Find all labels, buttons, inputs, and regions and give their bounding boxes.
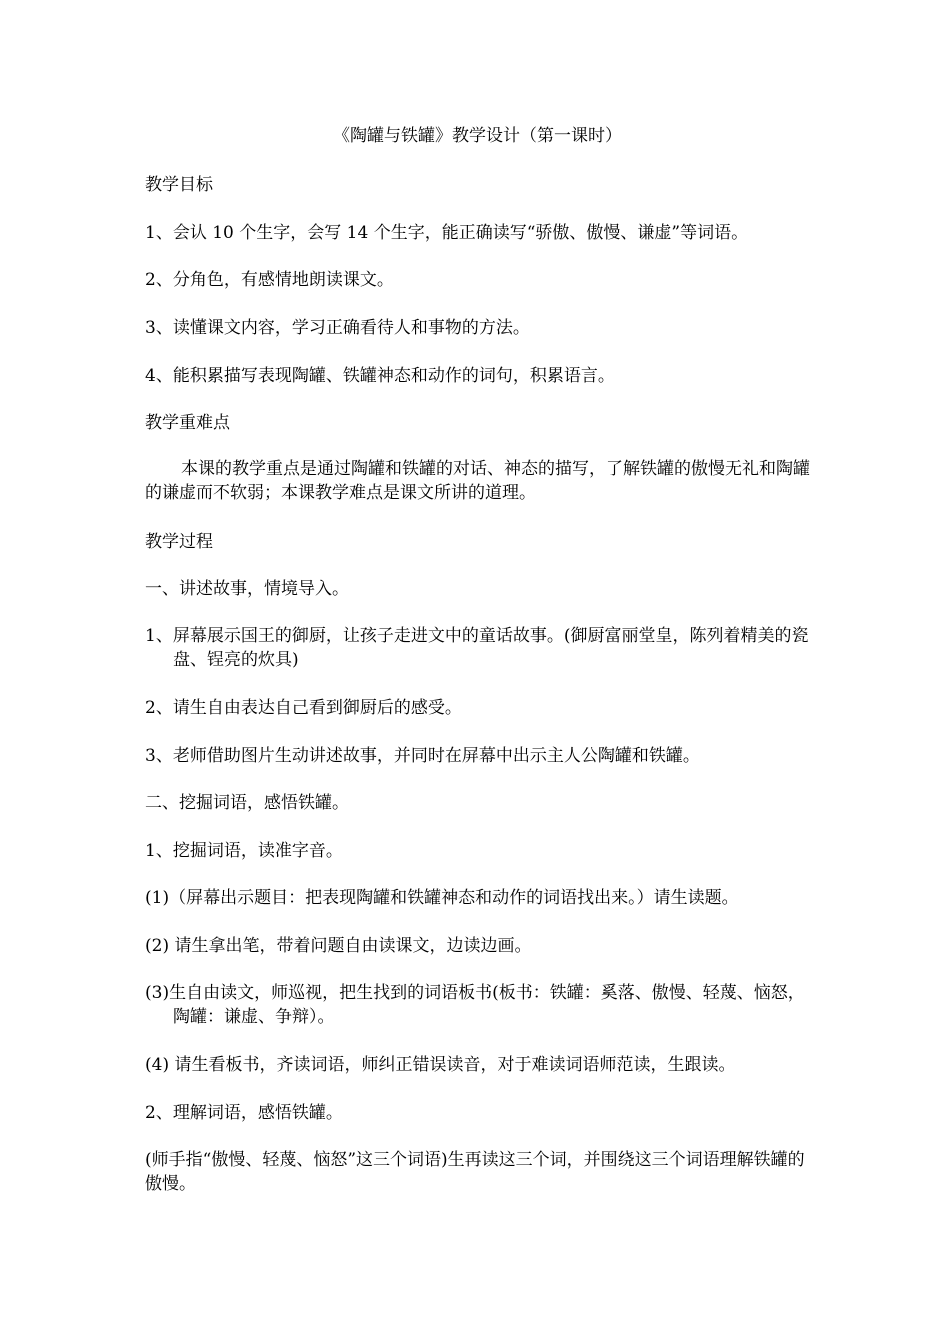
part2-paragraph: (师手指“傲慢、轻蔑、恼怒”这三个词语)生再读这三个词，并围绕这三个词语理解铁罐的傲慢。 [145, 1150, 805, 1194]
part1-item: 1、屏幕展示国王的御厨，让孩子走进文中的童话故事。(御厨富丽堂皇，陈列着精美的瓷盘、锃亮的炊具) [145, 626, 809, 670]
part1-item: 2、请生自由表达自己看到御厨后的感受。 [145, 698, 462, 718]
part2-step: (1)（屏幕出示题目：把表现陶罐和铁罐神态和动作的词语找出来。）请生读题。 [145, 888, 739, 908]
part2-subheading: 1、挖掘词语，读准字音。 [145, 841, 343, 861]
goal-item: 1、会认 10 个生字，会写 14 个生字，能正确读写“骄傲、傲慢、谦虚”等词语。 [145, 223, 749, 243]
key-points-paragraph: 本课的教学重点是通过陶罐和铁罐的对话、神态的描写，了解铁罐的傲慢无礼和陶罐的谦虚而不软弱；本课教学难点是课文所讲的道理。 [145, 459, 810, 503]
part2-step: (4) 请生看板书，齐读词语，师纠正错误读音，对于难读词语师范读，生跟读。 [145, 1055, 736, 1075]
part2-step: (3)生自由读文，师巡视，把生找到的词语板书(板书：铁罐：奚落、傲慢、轻蔑、恼怒，陶罐：谦虚、争辩）。 [145, 983, 805, 1027]
page-title: 《陶罐与铁罐》教学设计（第一课时） [333, 126, 622, 146]
goal-item: 2、分角色，有感情地朗读课文。 [145, 270, 394, 290]
part2-step: (2) 请生拿出笔，带着问题自由读课文，边读边画。 [145, 936, 532, 956]
key-points-heading: 教学重难点 [145, 413, 230, 433]
part2-heading: 二、挖掘词语，感悟铁罐。 [145, 793, 349, 813]
goal-item: 3、读懂课文内容，学习正确看待人和事物的方法。 [145, 318, 530, 338]
part2-subheading: 2、理解词语，感悟铁罐。 [145, 1103, 343, 1123]
part1-heading: 一、讲述故事，情境导入。 [145, 579, 349, 599]
process-heading: 教学过程 [145, 532, 213, 552]
part1-item: 3、老师借助图片生动讲述故事，并同时在屏幕中出示主人公陶罐和铁罐。 [145, 746, 700, 766]
goals-heading: 教学目标 [145, 175, 213, 195]
goal-item: 4、能积累描写表现陶罐、铁罐神态和动作的词句，积累语言。 [145, 366, 615, 386]
